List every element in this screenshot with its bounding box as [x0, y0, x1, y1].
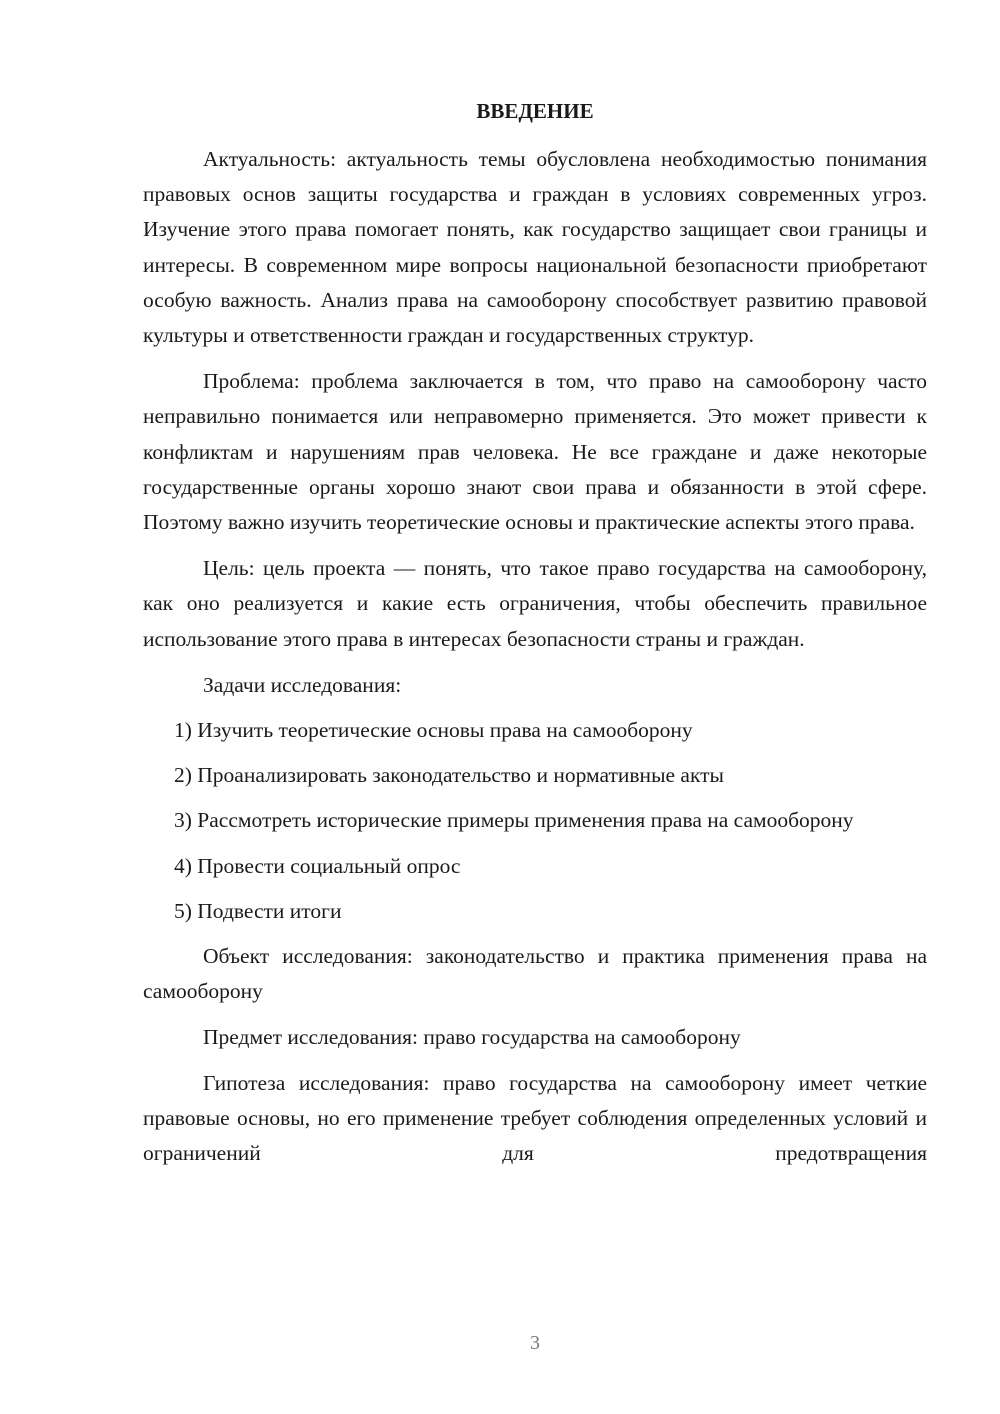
paragraph-goal: Цель: цель проекта — понять, что такое право государства на самооборону, как оно реализуется и какие есть ограничения, чтобы обеспечить правильное использование этого права в интересах безопасности страны и граждан. [143, 556, 927, 651]
task-item-5: 5) Подвести итоги [174, 898, 342, 923]
task-item-3: 3) Рассмотреть исторические примеры применения права на самооборону [174, 808, 854, 833]
paragraph-subject: Предмет исследования: право государства на самооборону [203, 1025, 741, 1050]
task-item-4: 4) Провести социальный опрос [174, 853, 461, 878]
tasks-heading: Задачи исследования: [203, 672, 402, 697]
document-page [143, 96, 927, 1182]
paragraph-object: Объект исследования: законодательство и практика применения права на самооборону [143, 944, 927, 1004]
paragraph-problem: Проблема: проблема заключается в том, что право на самооборону часто неправильно понимается или неправомерно применяется. Это может привести к конфликтам и нарушениям прав человека. Не все граждане и даже некоторые государственные органы хорошо знают свои права и обязанности в этой сфере. Поэтому важно изучить теоретические основы и практические аспекты этого права. [143, 369, 927, 535]
paragraph-hypothesis: Гипотеза исследования: право государства на самооборону имеет четкие правовые основы, но его применение требует соблюдения определенных условий и ограничений для предотвращения [143, 1070, 927, 1166]
page-number: 3 [530, 1332, 540, 1354]
paragraph-relevance: Актуальность: актуальность темы обусловлена необходимостью понимания правовых основ защиты государства и граждан в условиях современных угроз. Изучение этого права помогает понять, как государство защищает свои границы и интересы. В современном мире вопросы национальной безопасности приобретают особую важность. Анализ права на самооборону способствует развитию правовой культуры и ответственности граждан и государственных структур. [143, 147, 927, 348]
task-item-2: 2) Проанализировать законодательство и нормативные акты [174, 763, 724, 788]
task-item-1: 1) Изучить теоретические основы права на самооборону [174, 718, 693, 743]
page-title: ВВЕДЕНИЕ [476, 99, 594, 123]
